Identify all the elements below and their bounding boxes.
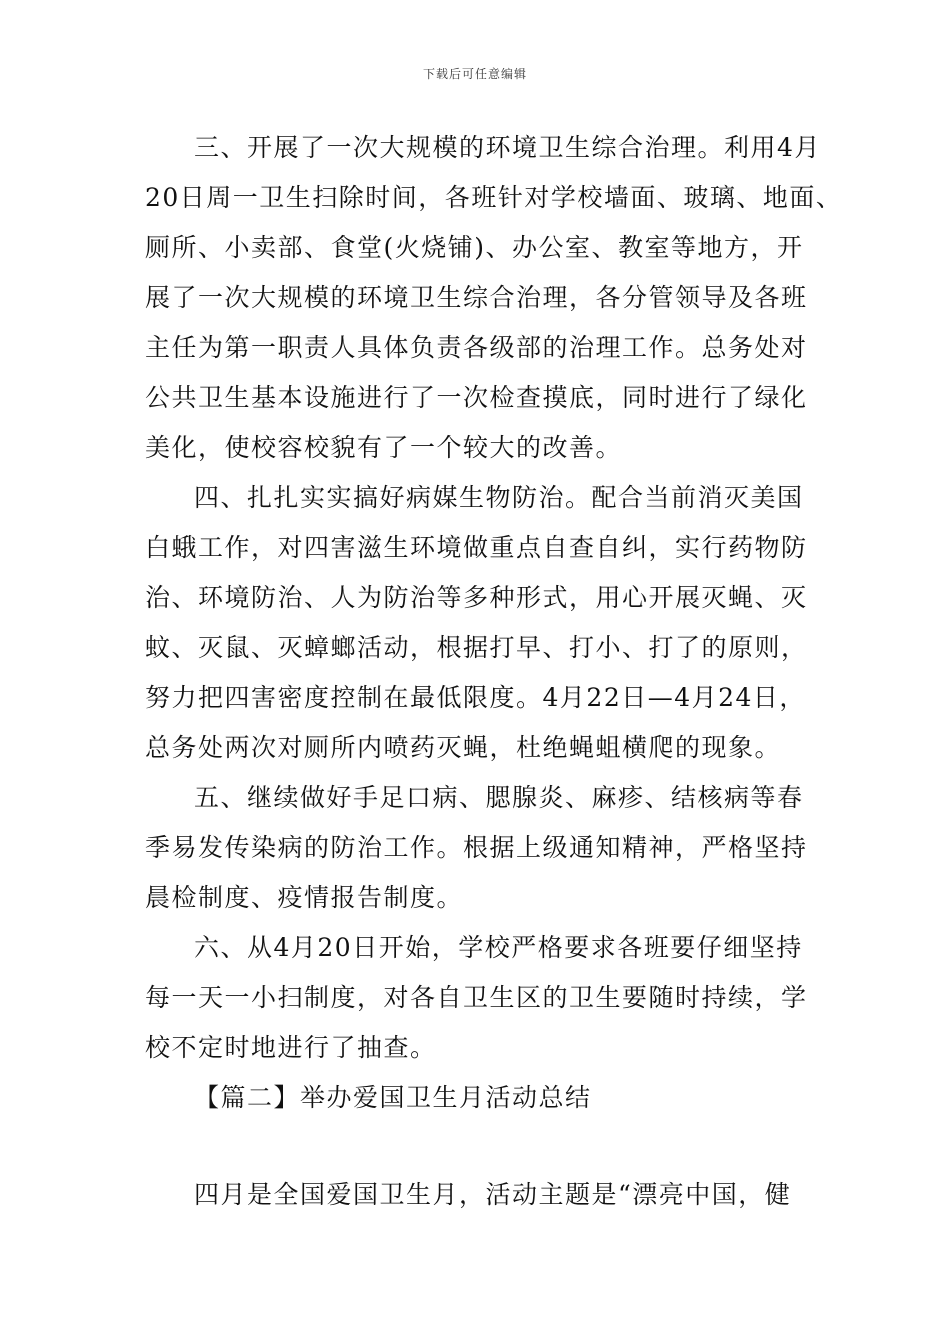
paragraph-line: 季易发传染病的防治工作。根据上级通知精神，严格坚持 (145, 833, 808, 862)
page-header: 下载后可任意编辑 (422, 67, 527, 81)
paragraph-line: 20日周一卫生扫除时间，各班针对学校墙面、玻璃、地面、 (145, 183, 843, 212)
section-heading: 【篇二】举办爱国卫生月活动总结 (194, 1083, 592, 1112)
paragraph-line: 主任为第一职责人具体负责各级部的治理工作。总务处对 (145, 333, 808, 362)
paragraph-line: 美化，使校容校貌有了一个较大的改善。 (145, 433, 623, 462)
paragraph-line: 努力把四害密度控制在最低限度。4月22日—4月24日， (145, 683, 806, 712)
paragraph-line: 蚊、灭鼠、灭蟑螂活动，根据打早、打小、打了的原则， (145, 633, 808, 662)
paragraph-line: 三、开展了一次大规模的环境卫生综合治理。利用4月 (194, 133, 821, 162)
paragraph-line: 治、环境防治、人为防治等多种形式，用心开展灭蝇、灭 (145, 583, 808, 612)
paragraph-line: 校不定时地进行了抽查。 (145, 1033, 437, 1062)
paragraph-line: 白蛾工作，对四害滋生环境做重点自查自纠，实行药物防 (145, 533, 808, 562)
paragraph-line: 每一天一小扫制度，对各自卫生区的卫生要随时持续，学 (145, 983, 808, 1012)
paragraph-line: 总务处两次对厕所内喷药灭蝇，杜绝蝇蛆横爬的现象。 (145, 733, 782, 762)
paragraph-line: 展了一次大规模的环境卫生综合治理，各分管领导及各班 (145, 283, 808, 312)
paragraph-line: 六、从4月20日开始，学校严格要求各班要仔细坚持 (194, 933, 803, 962)
paragraph-line: 公共卫生基本设施进行了一次检查摸底，同时进行了绿化 (145, 383, 808, 412)
paragraph-line: 五、继续做好手足口病、腮腺炎、麻疹、结核病等春 (194, 783, 804, 812)
paragraph-line: 四月是全国爱国卫生月，活动主题是“漂亮中国，健 (194, 1180, 792, 1209)
paragraph-line: 四、扎扎实实搞好病媒生物防治。配合当前消灭美国 (194, 483, 804, 512)
paragraph-line: 厕所、小卖部、食堂(火烧铺)、办公室、教室等地方，开 (145, 233, 804, 262)
paragraph-line: 晨检制度、疫情报告制度。 (145, 883, 464, 912)
